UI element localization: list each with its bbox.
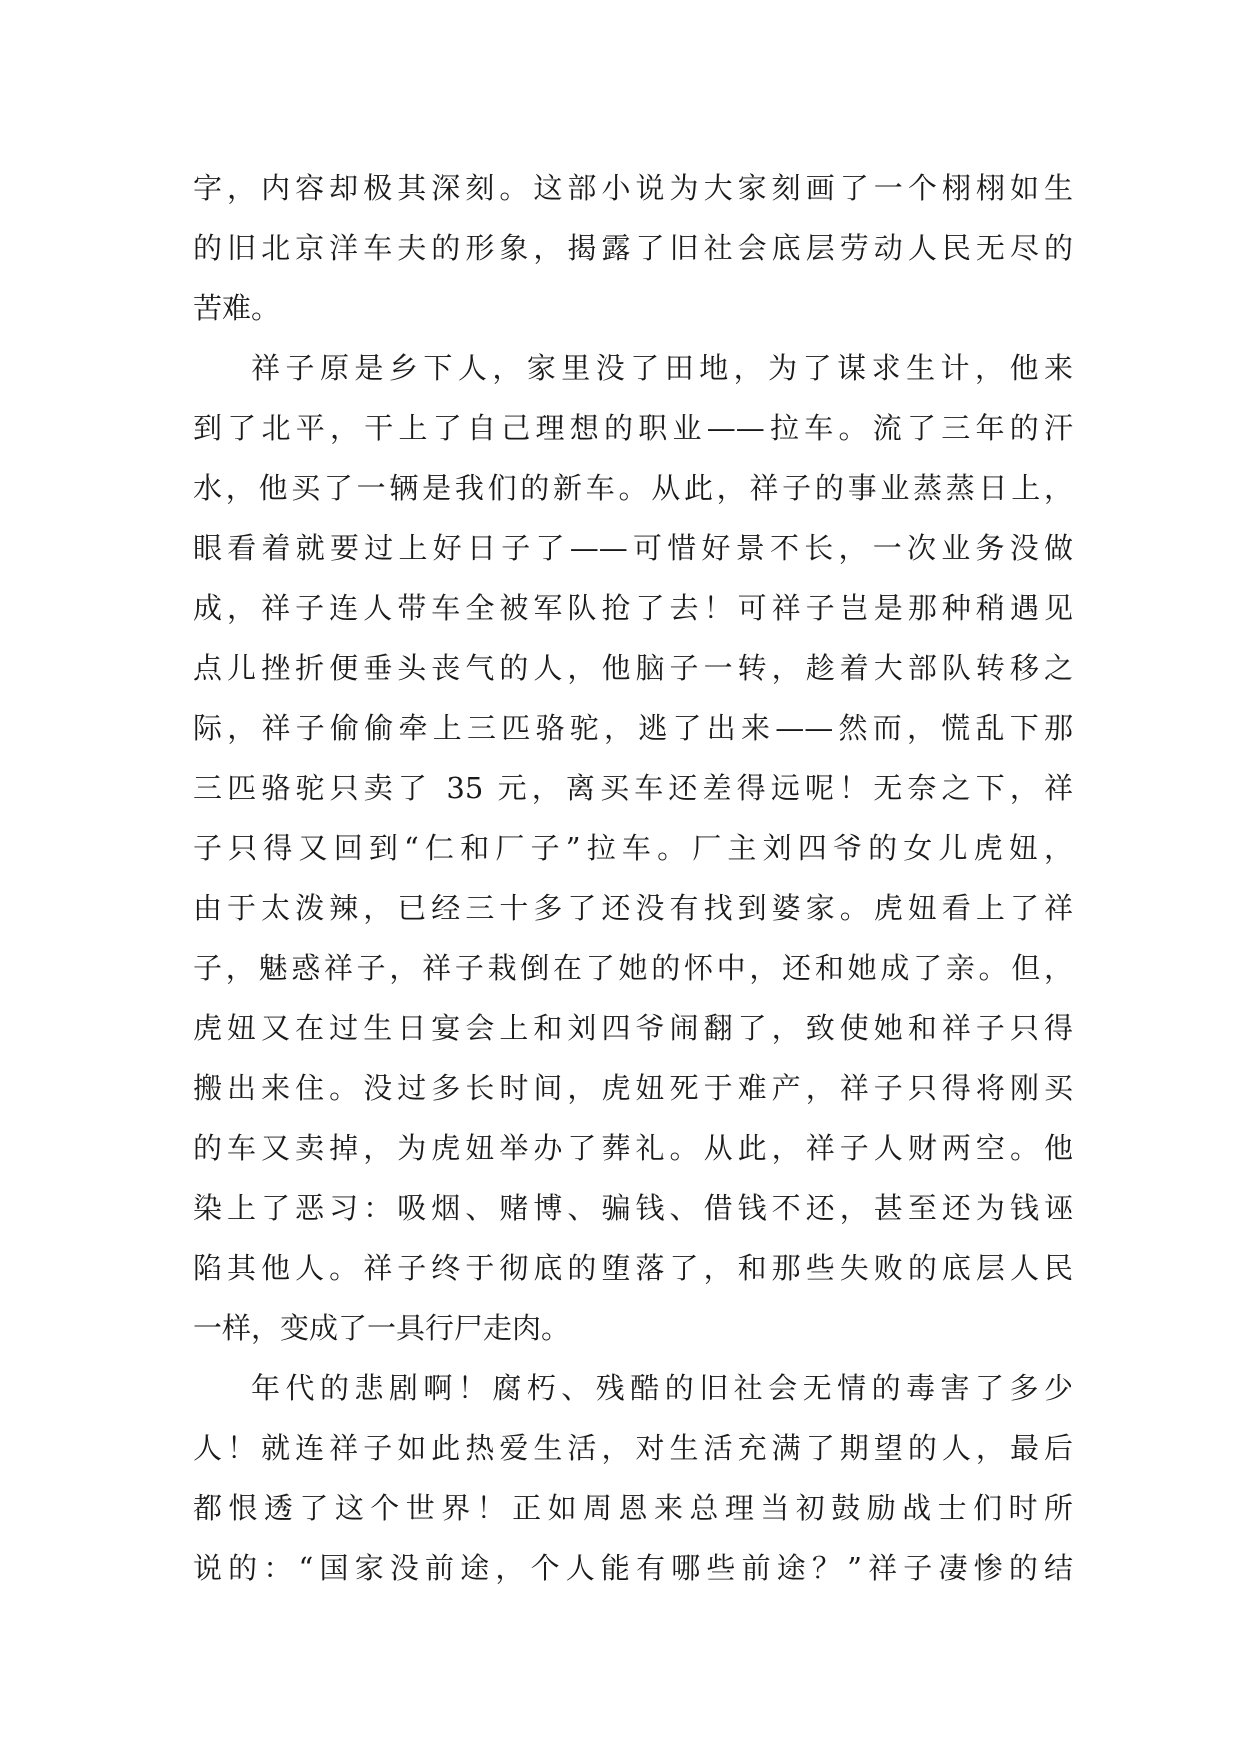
text-line: 字，内容却极其深刻。这部小说为大家刻画了一个栩栩如生 <box>193 171 1073 205</box>
text-line: 祥子原是乡下人，家里没了田地，为了谋求生计，他来 <box>251 351 1073 385</box>
text-line: 说的：“国家没前途，个人能有哪些前途？”祥子凄惨的结 <box>193 1551 1073 1585</box>
text-line: 水，他买了一辆是我们的新车。从此，祥子的事业蒸蒸日上， <box>193 471 1073 505</box>
text-line: 的旧北京洋车夫的形象，揭露了旧社会底层劳动人民无尽的 <box>193 231 1073 265</box>
text-line: 陷其他人。祥子终于彻底的堕落了，和那些失败的底层人民 <box>193 1251 1073 1285</box>
text-line: 染上了恶习：吸烟、赌博、骗钱、借钱不还，甚至还为钱诬 <box>193 1191 1073 1225</box>
text-line: 人！就连祥子如此热爱生活，对生活充满了期望的人，最后 <box>193 1431 1073 1465</box>
text-line: 际，祥子偷偷牵上三匹骆驼，逃了出来——然而，慌乱下那 <box>193 711 1073 745</box>
body-text <box>193 158 1073 1598</box>
text-line: 由于太泼辣，已经三十多了还没有找到婆家。虎妞看上了祥 <box>193 891 1073 925</box>
text-line: 点儿挫折便垂头丧气的人，他脑子一转，趁着大部队转移之 <box>193 651 1073 685</box>
text-line: 的车又卖掉，为虎妞举办了葬礼。从此，祥子人财两空。他 <box>193 1131 1073 1165</box>
text-line: 成，祥子连人带车全被军队抢了去！可祥子岂是那种稍遇见 <box>193 591 1073 625</box>
text-line: 一样，变成了一具行尸走肉。 <box>193 1311 571 1345</box>
text-line: 苦难。 <box>193 291 281 325</box>
text-line: 到了北平，干上了自己理想的职业——拉车。流了三年的汗 <box>193 411 1073 445</box>
text-line: 子，魅惑祥子，祥子栽倒在了她的怀中，还和她成了亲。但， <box>193 951 1073 985</box>
text-line: 都恨透了这个世界！正如周恩来总理当初鼓励战士们时所 <box>193 1491 1073 1525</box>
text-line: 子只得又回到“仁和厂子”拉车。厂主刘四爷的女儿虎妞， <box>193 831 1073 865</box>
text-line: 年代的悲剧啊！腐朽、残酷的旧社会无情的毒害了多少 <box>251 1371 1073 1405</box>
text-line: 虎妞又在过生日宴会上和刘四爷闹翻了，致使她和祥子只得 <box>193 1011 1073 1045</box>
text-line: 眼看着就要过上好日子了——可惜好景不长，一次业务没做 <box>193 531 1073 565</box>
text-line: 搬出来住。没过多长时间，虎妞死于难产，祥子只得将刚买 <box>193 1071 1073 1105</box>
text-line: 三匹骆驼只卖了 35 元，离买车还差得远呢！无奈之下，祥 <box>193 771 1073 805</box>
